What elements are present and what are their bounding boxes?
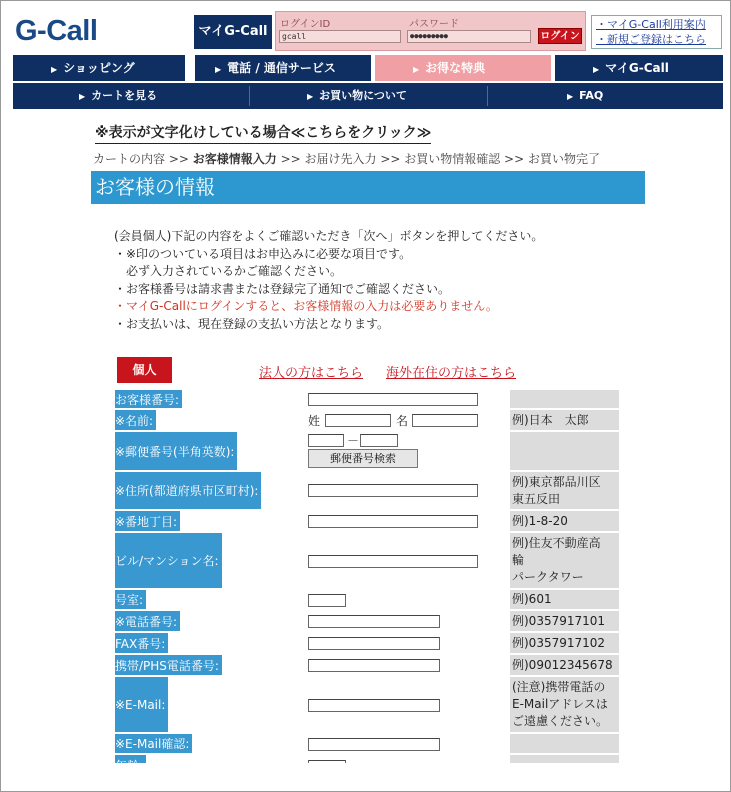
nav-about-shopping[interactable]: ▶ お買い物について (307, 89, 407, 102)
last-name-input[interactable] (325, 414, 391, 427)
breadcrumb-steps: カートの内容 >> お客様情報入力 >> お届け先入力 >> お買い物情報確認 >> お買い物完了 (93, 152, 600, 166)
customer-number-label: お客様番号: (115, 390, 182, 408)
password-label: パスワード (409, 19, 459, 30)
triangle-right-icon: ▶ (307, 92, 314, 101)
example-address: 例)東京都品川区 東五反田 (510, 472, 619, 509)
nav-mygcall[interactable]: ▶ マイG-Call (555, 55, 723, 81)
nav-view-cart[interactable]: ▶ カートを見る (79, 89, 158, 102)
nav-divider (249, 86, 250, 106)
room-input[interactable] (308, 594, 346, 607)
sub-nav (13, 83, 723, 109)
instructions: (会員個人)下記の内容をよくご確認いただき「次へ」ボタンを押してください。 ・※印のついている項目はお申込みに必要な項目です。 必ず入力されているかご確認ください。 ・お客様番号は請求書または登録完了通知でご確認ください。 ・マイG-Callにログインすると、お客様情報の入力は必要ありません。 ・お支払いは、現在登録の支払い方法となります。 (114, 229, 544, 331)
encoding-notice-link[interactable]: ※表示が文字化けしている場合≪こちらをクリック≫ (95, 122, 431, 144)
email-confirm-label: ※E-Mail確認: (115, 734, 192, 753)
example-mobile: 例)09012345678 (510, 655, 619, 675)
nav-special-offers[interactable]: ▶ お得な特典 (375, 55, 551, 81)
mygcall-label: マイG-Call (194, 15, 272, 49)
example-cell (510, 390, 619, 408)
example-banchi: 例)1-8-20 (510, 511, 619, 531)
example-building: 例)住友不動産高 輪 パークタワー (510, 533, 619, 588)
triangle-right-icon: ▶ (567, 92, 574, 101)
zip-first-input[interactable] (308, 434, 344, 447)
tab-individual[interactable]: 個人 (117, 357, 172, 383)
overseas-link[interactable]: 海外在住の方はこちら (386, 366, 517, 381)
email-confirm-input[interactable] (308, 738, 440, 751)
triangle-right-icon: ▶ (51, 65, 58, 74)
zip-label: ※郵便番号(半角英数): (115, 432, 237, 470)
mobile-label: 携帯/PHS電話番号: (115, 655, 222, 675)
first-name-input[interactable] (412, 414, 478, 427)
current-step: お客様情報入力 (192, 152, 277, 166)
login-panel (275, 11, 586, 51)
address-label: ※住所(都道府県市区町村): (115, 472, 261, 509)
name-label: ※名前: (115, 410, 156, 430)
building-label: ビル/マンション名: (115, 533, 222, 588)
page-title: お客様の情報 (91, 171, 645, 204)
triangle-right-icon: ▶ (79, 92, 86, 101)
login-id-input[interactable]: gcall (279, 30, 401, 43)
example-name: 例)日本 太郎 (510, 410, 619, 430)
nav-divider (487, 86, 488, 106)
last-name-label: 姓 (308, 414, 321, 428)
mygcall-guide-link[interactable]: ・マイG-Call利用案内 (596, 18, 706, 31)
banchi-label: ※番地丁目: (115, 511, 180, 531)
corporate-link[interactable]: 法人の方はこちら (259, 366, 364, 381)
login-id-label: ログインID (280, 19, 331, 30)
tel-label: ※電話番号: (115, 611, 180, 631)
banchi-input[interactable] (308, 515, 478, 528)
triangle-right-icon: ▶ (593, 65, 600, 74)
fax-input[interactable] (308, 637, 440, 650)
nav-faq[interactable]: ▶ FAQ (567, 89, 604, 102)
first-name-label: 名 (396, 414, 409, 428)
email-label: ※E-Mail: (115, 677, 168, 732)
room-label: 号室: (115, 590, 146, 609)
zip-second-input[interactable] (360, 434, 398, 447)
example-room: 例)601 (510, 590, 619, 609)
password-input[interactable]: ●●●●●●●●● (407, 30, 531, 43)
example-fax: 例)0357917102 (510, 633, 619, 653)
top-links-box (591, 15, 722, 49)
email-input[interactable] (308, 699, 440, 712)
login-hint: ・マイG-Callにログインすると、お客様情報の入力は必要ありません。 (114, 299, 498, 313)
nav-telecom[interactable]: ▶ 電話 / 通信サービス (195, 55, 371, 81)
nav-shopping[interactable]: ▶ ショッピング (13, 55, 185, 81)
customer-number-input[interactable] (308, 393, 478, 406)
triangle-right-icon: ▶ (413, 65, 420, 74)
triangle-right-icon: ▶ (215, 65, 222, 74)
fax-label: FAX番号: (115, 633, 168, 653)
example-cell (510, 432, 619, 470)
address-input[interactable] (308, 484, 478, 497)
zip-search-button[interactable]: 郵便番号検索 (308, 449, 418, 468)
mobile-input[interactable] (308, 659, 440, 672)
building-input[interactable] (308, 555, 478, 568)
page-bottom-cut (1, 763, 731, 792)
tel-input[interactable] (308, 615, 440, 628)
new-registration-link[interactable]: ・新規ご登録はこちら (596, 33, 706, 46)
login-button[interactable]: ログイン (538, 28, 582, 44)
site-logo[interactable]: G-Call (15, 15, 98, 47)
main-nav (13, 55, 723, 81)
example-cell (510, 734, 619, 753)
example-tel: 例)0357917101 (510, 611, 619, 631)
example-email: (注意)携帯電話の E-Mailアドレスは ご遠慮ください。 (510, 677, 619, 732)
zip-dash: － (347, 434, 360, 448)
